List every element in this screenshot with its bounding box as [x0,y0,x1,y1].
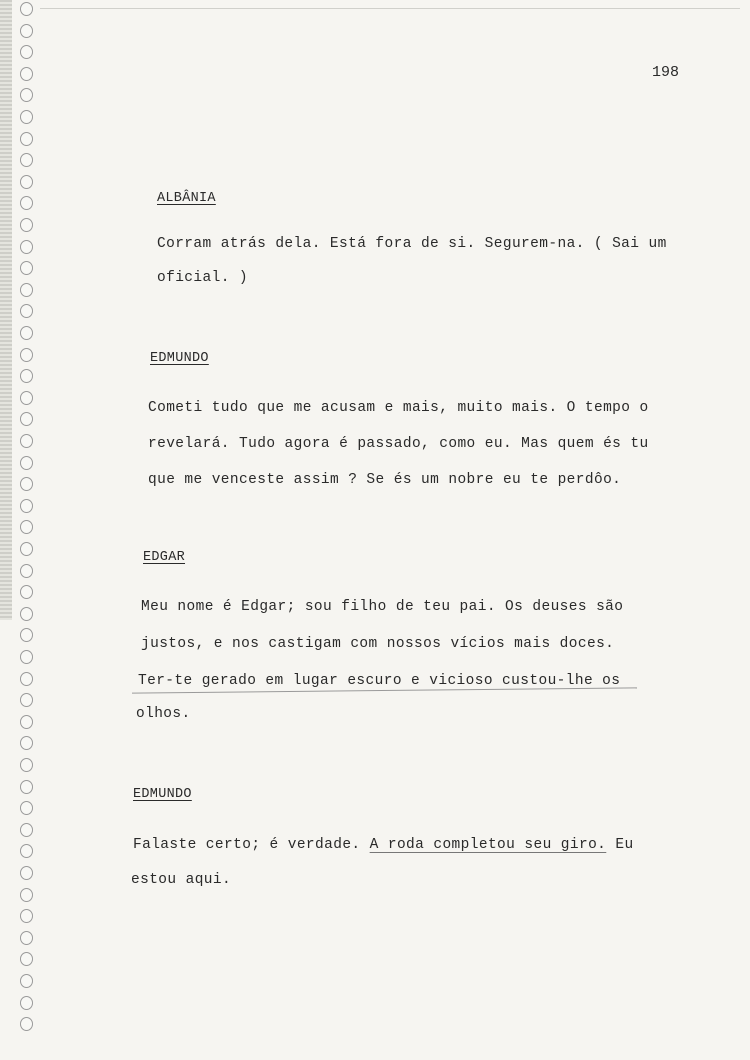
punch-hole [20,369,33,383]
punch-holes [14,0,44,1060]
punch-hole [20,909,33,923]
punch-hole [20,348,33,362]
punch-hole [20,931,33,945]
punch-hole [20,542,33,556]
dialogue-line: Ter-te gerado em lugar escuro e vicioso custou-lhe os [138,673,621,689]
speaker-edgar: EDGAR [143,550,186,565]
punch-hole [20,45,33,59]
punch-hole [20,326,33,340]
dialogue-line: Meu nome é Edgar; sou filho de teu pai. Os deuses são [141,599,624,615]
punch-hole [20,412,33,426]
punch-hole [20,153,33,167]
punch-hole [20,780,33,794]
dialogue-line [133,837,634,853]
punch-hole [20,240,33,254]
punch-hole [20,650,33,664]
punch-hole [20,477,33,491]
punch-hole [20,67,33,81]
page-number: 198 [652,64,680,81]
punch-hole [20,434,33,448]
line-text: Falaste certo; é verdade. [133,837,370,853]
punch-hole [20,261,33,275]
punch-hole [20,672,33,686]
dialogue-line: justos, e nos castigam com nossos vícios mais doces. [141,636,615,652]
punch-hole [20,888,33,902]
binding-edge [0,0,12,620]
punch-hole [20,88,33,102]
punch-hole [20,585,33,599]
punch-hole [20,801,33,815]
punch-hole [20,175,33,189]
punch-hole [20,456,33,470]
speaker-edmundo: EDMUNDO [150,351,209,366]
punch-hole [20,391,33,405]
punch-hole [20,607,33,621]
dialogue-line: Cometi tudo que me acusam e mais, muito mais. O tempo o [148,400,649,416]
punch-hole [20,1017,33,1031]
punch-hole [20,2,33,16]
punch-hole [20,715,33,729]
punch-hole [20,952,33,966]
speaker-edmundo: EDMUNDO [133,787,192,802]
punch-hole [20,110,33,124]
dialogue-line: que me venceste assim ? Se és um nobre eu te perdôo. [148,472,622,488]
punch-hole [20,996,33,1010]
punch-hole [20,24,33,38]
punch-hole [20,628,33,642]
punch-hole [20,196,33,210]
punch-hole [20,520,33,534]
punch-hole [20,564,33,578]
line-text: Eu [606,837,634,853]
page-top-rule [40,8,740,9]
punch-hole [20,132,33,146]
punch-hole [20,736,33,750]
dialogue-line: Corram atrás dela. Está fora de si. Segurem-na. ( Sai um [157,236,667,252]
dialogue-line: oficial. ) [157,270,249,286]
speaker-albania: ALBÂNIA [157,191,216,206]
punch-hole [20,499,33,513]
punch-hole [20,218,33,232]
punch-hole [20,844,33,858]
punch-hole [20,283,33,297]
punch-hole [20,758,33,772]
underlined-phrase: A roda completou seu giro. [369,837,607,853]
punch-hole [20,304,33,318]
dialogue-line: estou aqui. [131,872,232,888]
punch-hole [20,693,33,707]
punch-hole [20,823,33,837]
dialogue-line: olhos. [136,706,191,722]
punch-hole [20,866,33,880]
dialogue-line: revelará. Tudo agora é passado, como eu. Mas quem és tu [148,436,649,452]
punch-hole [20,974,33,988]
